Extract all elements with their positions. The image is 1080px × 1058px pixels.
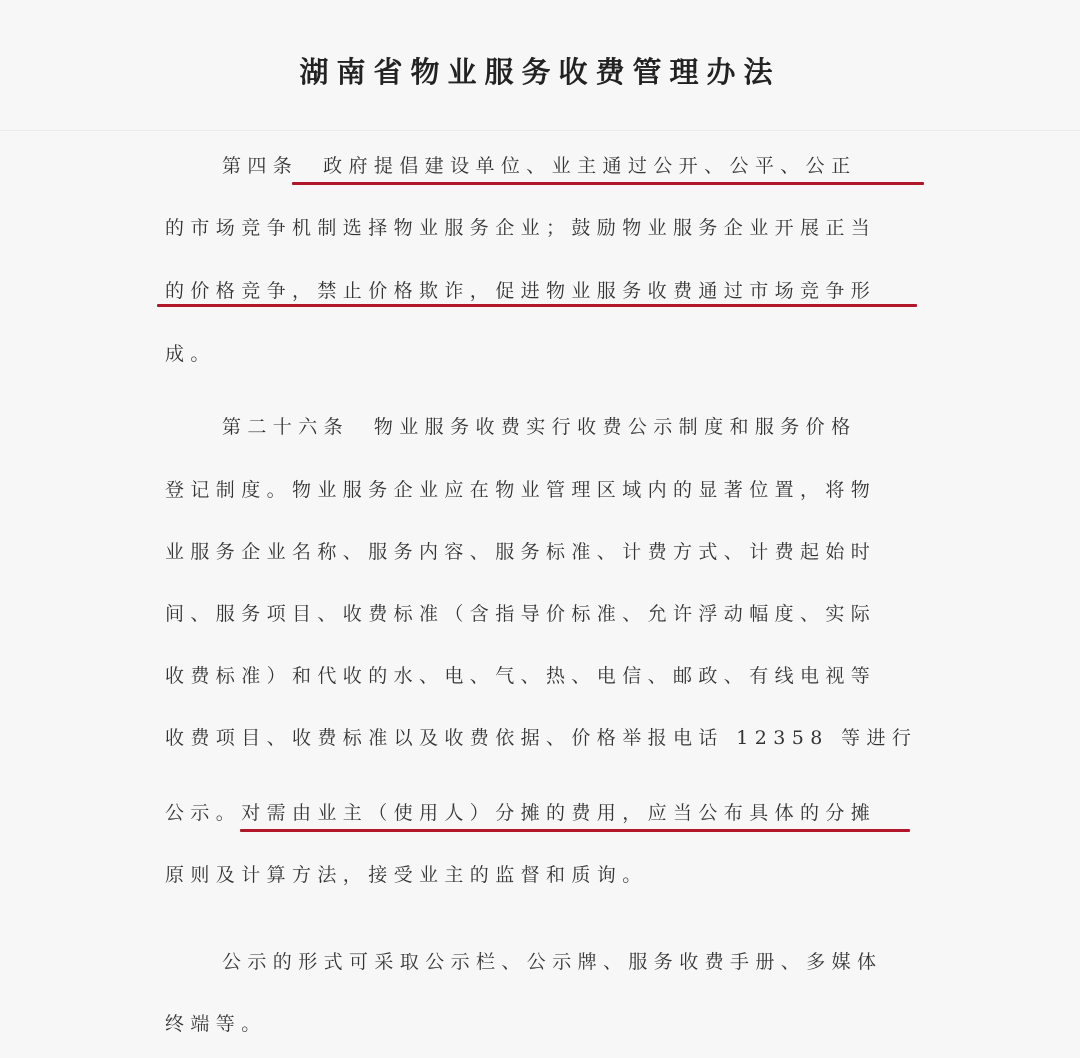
text-line-article-26: 第二十六条 物业服务收费实行收费公示制度和服务价格: [222, 416, 857, 438]
red-underline: [157, 304, 917, 307]
text-line-article-4: 第四条 政府提倡建设单位、业主通过公开、公平、公正: [222, 155, 857, 177]
text-line: 的市场竞争机制选择物业服务企业；鼓励物业服务企业开展正当: [165, 217, 877, 239]
text-line: 收费标准）和代收的水、电、气、热、电信、邮政、有线电视等: [165, 665, 877, 687]
divider: [0, 130, 1080, 131]
text-line: 收费项目、收费标准以及收费依据、价格举报电话 12358 等进行: [165, 727, 918, 749]
red-underline: [292, 182, 924, 185]
text-line: 终端等。: [165, 1013, 267, 1035]
text-line: 业服务企业名称、服务内容、服务标准、计费方式、计费起始时: [165, 541, 877, 563]
text-line: 原则及计算方法，接受业主的监督和质询。: [165, 864, 648, 886]
document-title: 湖南省物业服务收费管理办法: [299, 55, 781, 89]
text-line: 间、服务项目、收费标准（含指导价标准、允许浮动幅度、实际: [165, 603, 877, 625]
text-line: 公示的形式可采取公示栏、公示牌、服务收费手册、多媒体: [222, 951, 883, 973]
red-underline: [240, 829, 910, 832]
text-line: 公示。对需由业主（使用人）分摊的费用，应当公布具体的分摊: [165, 802, 877, 824]
text-line: 成。: [165, 343, 216, 365]
text-line: 登记制度。物业服务企业应在物业管理区域内的显著位置，将物: [165, 479, 877, 501]
text-line: 的价格竞争，禁止价格欺诈，促进物业服务收费通过市场竞争形: [165, 280, 877, 302]
